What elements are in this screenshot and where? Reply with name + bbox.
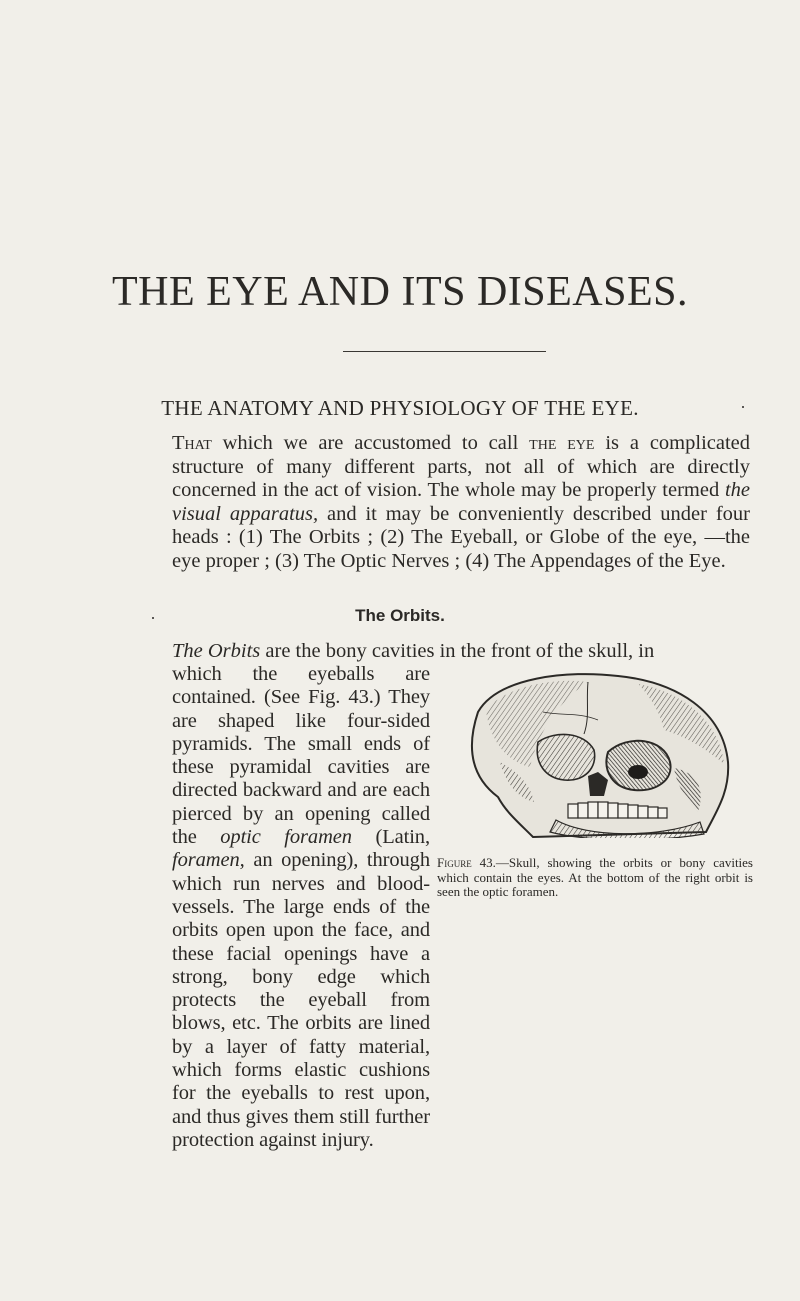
intro-lead-word: That bbox=[172, 432, 212, 454]
print-speck bbox=[742, 406, 744, 408]
orbits-italic-1: The Orbits bbox=[172, 640, 261, 662]
skull-illustration-icon bbox=[438, 672, 738, 838]
optic-foramen bbox=[628, 765, 648, 779]
figure-label: Figure 43. bbox=[437, 855, 496, 870]
orbits-italic-3: foramen, bbox=[172, 849, 245, 872]
intro-text-1: which we are accustomed to call bbox=[211, 432, 530, 454]
figure-caption-text: —Skull, showing the orbits or bony cavities which contain the eyes. At the bottom of the right orbit is seen the optic foramen. bbox=[437, 855, 753, 899]
orbits-text-3: (Latin, bbox=[351, 826, 430, 849]
orbits-heading: The Orbits. bbox=[355, 606, 445, 625]
intro-text-2: is a complicated structure of many different parts, not all of which are directly concerned in the act of vision. The whole may be properly termed bbox=[172, 432, 751, 501]
skull-figure bbox=[438, 672, 738, 838]
print-speck bbox=[152, 617, 154, 619]
orbits-text-2: which the eyeballs are contained. (See Fig. 43.) They are shaped like four-sided pyramids. The small ends of these pyramidal cavities are directed backward and are each pierced by an opening called the bbox=[172, 663, 430, 849]
book-title: THE EYE AND ITS DISEASES. bbox=[112, 269, 688, 315]
orbits-text-4: an opening), through which run nerves and blood-vessels. The large ends of the orbits open upon the face, and these facial openings have a strong, bony edge which protects the eyeball from blows, etc. The orbits are lined by a layer of fatty material, which forms elastic cushions for the eyeballs to rest upon, and thus gives them still further protection against injury. bbox=[172, 849, 430, 1151]
intro-italic: the visual apparatus, bbox=[172, 479, 750, 525]
intro-small-caps: the eye bbox=[529, 432, 595, 454]
intro-paragraph bbox=[172, 432, 750, 573]
intro-text-3: and it may be conveniently described under four heads : (1) The Orbits ; (2) The Eyeball, or Globe of the eye, —the eye proper ; (3) The Optic Nerves ; (4) The Appendages of the Eye. bbox=[172, 502, 750, 572]
section-title: THE ANATOMY AND PHYSIOLOGY OF THE EYE. bbox=[161, 396, 639, 420]
orbits-paragraph bbox=[172, 663, 430, 1152]
orbits-italic-2: optic foramen bbox=[220, 826, 352, 849]
figure-caption bbox=[437, 856, 753, 900]
title-divider bbox=[343, 351, 546, 352]
orbits-text-1: are the bony cavities in the front of the skull, in bbox=[260, 640, 655, 662]
orbits-first-line bbox=[172, 640, 750, 664]
